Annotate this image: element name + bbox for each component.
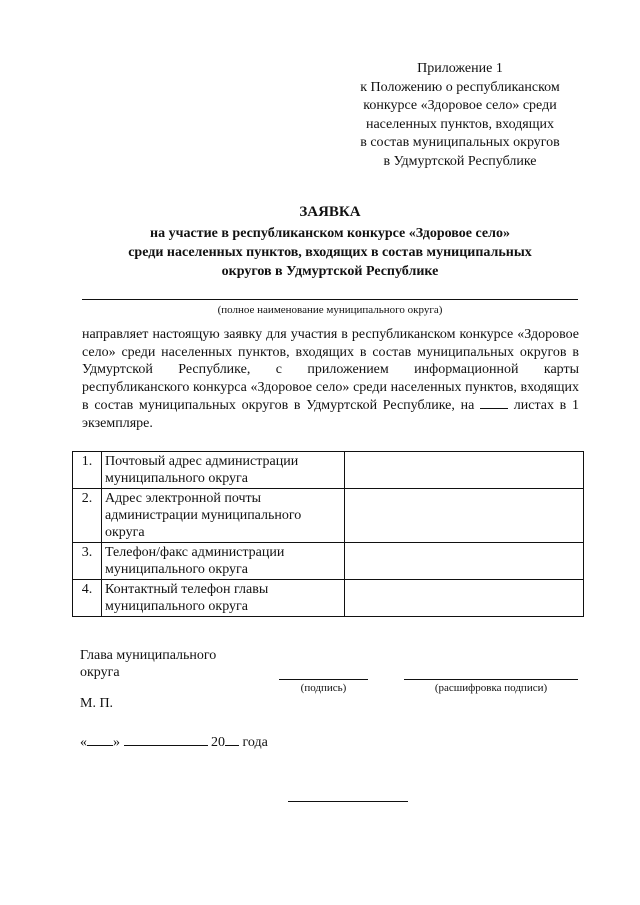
signature-caption: (подпись) xyxy=(300,682,347,694)
municipality-name-line[interactable] xyxy=(82,299,578,300)
date-century: 20 xyxy=(211,735,225,750)
body-text-after: листах в 1 экземпляре. xyxy=(82,398,580,431)
year-blank[interactable] xyxy=(225,733,239,746)
table-row xyxy=(73,543,584,580)
table-row xyxy=(73,452,584,489)
stamp-place: М. П. xyxy=(80,696,114,711)
row-number: 2. xyxy=(73,489,102,543)
row-label: Почтовый адрес администрации муниципального округа xyxy=(102,452,345,489)
row-number: 1. xyxy=(73,452,102,489)
row-number: 3. xyxy=(73,543,102,580)
sheets-count-blank[interactable] xyxy=(480,396,508,409)
contact-info-table xyxy=(72,451,584,617)
bottom-separator-line xyxy=(288,801,408,802)
appendix-line: конкурсе «Здоровое село» среди xyxy=(363,98,557,114)
appendix-line: в Удмуртской Республике xyxy=(383,153,537,169)
table-row xyxy=(73,489,584,543)
appendix-line: Приложение 1 xyxy=(417,61,503,76)
municipality-caption: (полное наименование муниципального округа) xyxy=(217,304,443,316)
date-row xyxy=(80,733,268,751)
appendix-line: в состав муниципальных округов xyxy=(360,135,560,151)
day-blank[interactable] xyxy=(87,733,113,746)
application-body xyxy=(82,326,579,433)
row-value-cell[interactable] xyxy=(345,489,584,543)
title-line: на участие в республиканском конкурсе «Здоровое село» xyxy=(150,226,510,241)
date-year-word: года xyxy=(242,735,268,750)
document-title xyxy=(80,203,580,281)
date-open-quote: « xyxy=(80,735,87,750)
row-label: Контактный телефон главы муниципального округа xyxy=(102,580,345,617)
row-value-cell[interactable] xyxy=(345,580,584,617)
appendix-line: населенных пунктов, входящих xyxy=(365,116,555,132)
appendix-header xyxy=(330,60,590,172)
title-line: среди населенных пунктов, входящих в состав муниципальных xyxy=(128,245,532,260)
month-blank[interactable] xyxy=(124,733,208,746)
title-line: округов в Удмуртской Республике xyxy=(221,264,439,279)
table-row xyxy=(73,580,584,617)
appendix-line: к Положению о республиканском xyxy=(360,79,560,95)
row-value-cell[interactable] xyxy=(345,452,584,489)
row-value-cell[interactable] xyxy=(345,543,584,580)
row-number: 4. xyxy=(73,580,102,617)
signatory-line: Глава муниципального xyxy=(80,648,217,663)
row-label: Адрес электронной почты администрации муниципального округа xyxy=(102,489,345,543)
title-heading: ЗАЯВКА xyxy=(299,204,361,220)
signatory-line: округа xyxy=(80,665,120,680)
signature-line[interactable] xyxy=(279,679,368,680)
date-close-quote: » xyxy=(113,735,120,750)
signatory-title xyxy=(80,647,216,681)
row-label: Телефон/факс администрации муниципального округа xyxy=(102,543,345,580)
signature-decoding-line[interactable] xyxy=(404,679,578,680)
body-text-before: направляет настоящую заявку для участия в республиканском конкурсе «Здоровое село» среди населенных пунктов, входящих в состав муниципальных округов в Удмуртской Республике, с приложением информационной карты республиканского конкурса «Здоровое село» среди населенных пунктов, входящих в состав муниципальных округов в Удмуртской Республике, на xyxy=(82,327,579,414)
decoding-caption: (расшифровка подписи) xyxy=(434,682,548,694)
